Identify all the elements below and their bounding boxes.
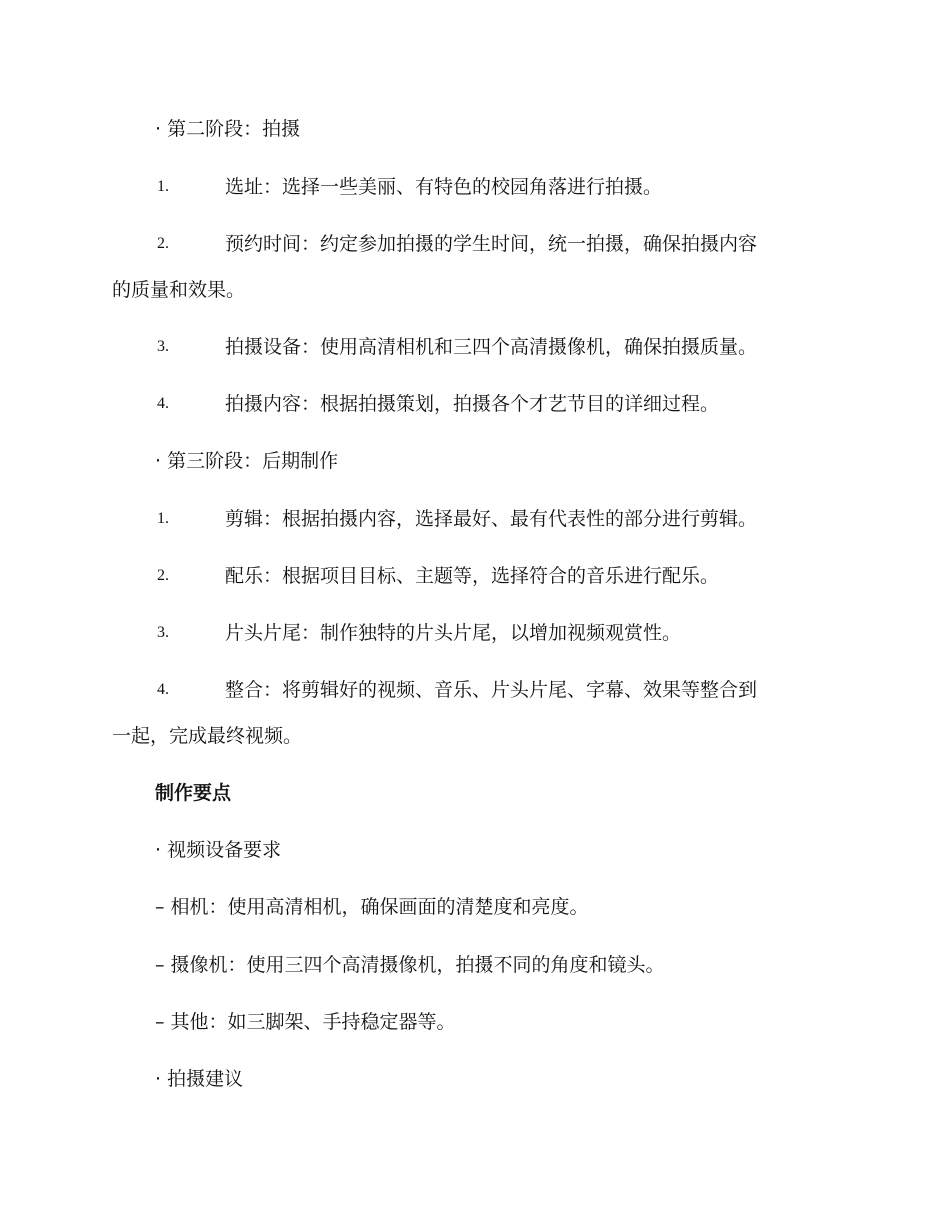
- equipment-item-other: – 其他：如三脚架、手持稳定器等。: [155, 1011, 456, 1033]
- list-number: 4.: [157, 395, 169, 412]
- list-item-text: 拍摄内容：根据拍摄策划，拍摄各个才艺节目的详细过程。: [225, 393, 720, 415]
- suggestion-heading: · 拍摄建议: [155, 1068, 244, 1090]
- section-heading: 制作要点: [155, 782, 232, 804]
- list-number: 1.: [157, 178, 169, 195]
- list-item-text: 预约时间：约定参加拍摄的学生时间，统一拍摄，确保拍摄内容: [225, 233, 758, 255]
- list-item-text: 拍摄设备：使用高清相机和三四个高清摄像机，确保拍摄质量。: [225, 336, 758, 358]
- equipment-heading: · 视频设备要求: [155, 839, 282, 861]
- list-item-text: 片头片尾：制作独特的片头片尾，以增加视频观赏性。: [225, 622, 682, 644]
- list-number: 4.: [157, 681, 169, 698]
- phase3-heading: · 第三阶段：后期制作: [155, 450, 339, 472]
- list-number: 3.: [157, 624, 169, 641]
- list-item-continuation: 的质量和效果。: [112, 279, 246, 301]
- list-item-text: 选址：选择一些美丽、有特色的校园角落进行拍摄。: [225, 176, 663, 198]
- phase2-heading: · 第二阶段：拍摄: [155, 118, 301, 140]
- list-number: 1.: [157, 510, 169, 527]
- equipment-item-video-camera: – 摄像机：使用三四个高清摄像机，拍摄不同的角度和镜头。: [155, 954, 665, 976]
- list-item-text: 剪辑：根据拍摄内容，选择最好、最有代表性的部分进行剪辑。: [225, 508, 758, 530]
- list-item-text: 整合：将剪辑好的视频、音乐、片头片尾、字幕、效果等整合到: [225, 679, 758, 701]
- list-item-continuation: 一起，完成最终视频。: [112, 725, 303, 747]
- list-item-text: 配乐：根据项目目标、主题等，选择符合的音乐进行配乐。: [225, 565, 720, 587]
- equipment-item-camera: – 相机：使用高清相机，确保画面的清楚度和亮度。: [155, 896, 589, 918]
- list-number: 3.: [157, 338, 169, 355]
- list-number: 2.: [157, 567, 169, 584]
- list-number: 2.: [157, 235, 169, 252]
